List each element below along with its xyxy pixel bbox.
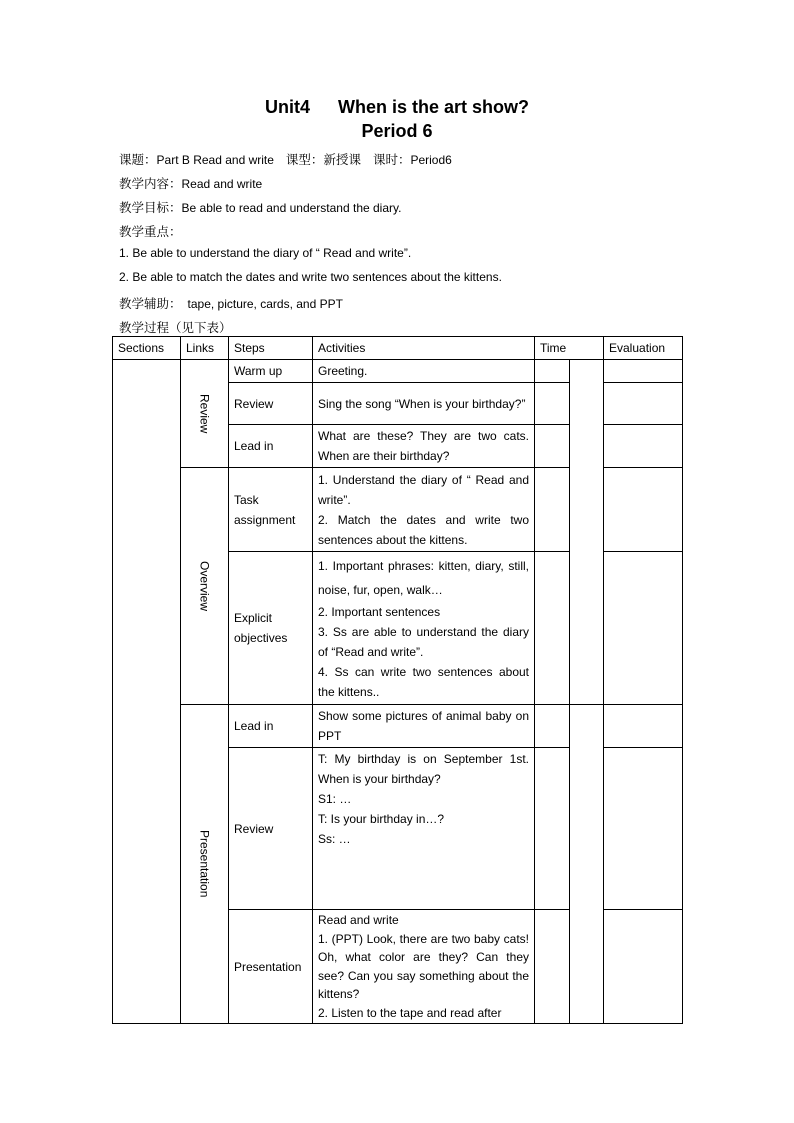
focus-item-1: 1. Be able to understand the diary of “ Read and write”.	[119, 246, 412, 260]
activity-cell: 1. Important phrases: kitten, diary, still, noise, fur, open, walk… 2. Important sentences 3. Ss are able to understand the diary of “Read and write”. 4. Ss can write two sentences about the kittens..	[313, 552, 535, 705]
header-links: Links	[181, 337, 229, 360]
step-cell: Review	[229, 383, 313, 425]
time-cell	[535, 383, 570, 425]
lesson-label: 课题：	[119, 152, 157, 167]
step-cell: Explicit objectives	[229, 552, 313, 705]
type-value: 新授课	[323, 152, 361, 167]
lesson-process-table	[112, 336, 683, 1024]
time-extra-cell	[570, 360, 604, 705]
focus-label-line	[119, 222, 182, 240]
link-presentation: Presentation	[181, 705, 229, 1024]
step-cell: Review	[229, 748, 313, 910]
time-extra-cell	[570, 705, 604, 1024]
unit-question: When is the art show?	[337, 97, 529, 117]
time-cell	[535, 360, 570, 383]
goal-line	[119, 198, 401, 216]
header-evaluation: Evaluation	[604, 337, 683, 360]
content-line	[119, 174, 262, 192]
period-title: Period 6	[361, 121, 433, 141]
aids-line	[119, 294, 343, 312]
sections-cell	[113, 360, 181, 1024]
goal-value: Be able to read and understand the diary.	[181, 201, 402, 215]
unit-label: Unit4	[264, 97, 310, 117]
step-cell: Lead in	[229, 425, 313, 468]
evaluation-cell	[604, 425, 683, 468]
step-cell: Lead in	[229, 705, 313, 748]
evaluation-cell	[604, 748, 683, 910]
table-row	[113, 360, 683, 383]
content-value: Read and write	[181, 177, 263, 191]
time-cell	[535, 552, 570, 705]
content-label: 教学内容：	[119, 176, 182, 191]
hours-value: Period6	[410, 153, 452, 167]
evaluation-cell	[604, 360, 683, 383]
evaluation-cell	[604, 705, 683, 748]
process-label: 教学过程（见下表）	[119, 320, 232, 335]
step-cell: Task assignment	[229, 468, 313, 552]
type-label: 课型：	[285, 152, 324, 167]
goal-label: 教学目标：	[119, 200, 182, 215]
evaluation-cell	[604, 552, 683, 705]
activity-cell: Sing the song “When is your birthday?”	[313, 383, 535, 425]
page-title	[0, 97, 794, 118]
focus-label: 教学重点：	[119, 224, 182, 239]
focus-item-2: 2. Be able to match the dates and write two sentences about the kittens.	[119, 270, 502, 284]
time-cell	[535, 425, 570, 468]
aids-label: 教学辅助：	[119, 296, 182, 311]
evaluation-cell	[604, 468, 683, 552]
header-time: Time	[535, 337, 604, 360]
evaluation-cell	[604, 910, 683, 1024]
activity-cell: What are these? They are two cats. When are their birthday?	[313, 425, 535, 468]
link-overview: Overview	[181, 468, 229, 705]
hours-label: 课时：	[372, 152, 411, 167]
link-review: Review	[181, 360, 229, 468]
table-row	[113, 705, 683, 748]
step-cell: Presentation	[229, 910, 313, 1024]
activity-cell: Read and write 1. (PPT) Look, there are two baby cats! Oh, what color are they? Can they see? Can you say something about the kittens? 2. Listen to the tape and read after	[313, 910, 535, 1024]
lesson-line	[119, 150, 452, 168]
activity-cell: 1. Understand the diary of “ Read and write”. 2. Match the dates and write two sentences about the kittens.	[313, 468, 535, 552]
evaluation-cell	[604, 383, 683, 425]
header-steps: Steps	[229, 337, 313, 360]
time-cell	[535, 468, 570, 552]
step-cell: Warm up	[229, 360, 313, 383]
header-activities: Activities	[313, 337, 535, 360]
activity-cell: Greeting.	[313, 360, 535, 383]
header-sections: Sections	[113, 337, 181, 360]
aids-value: tape, picture, cards, and PPT	[187, 297, 343, 311]
activity-cell: T: My birthday is on September 1st. When is your birthday? S1: … T: Is your birthday in…? Ss: …	[313, 748, 535, 910]
time-cell	[535, 748, 570, 910]
lesson-value: Part B Read and write	[156, 153, 274, 167]
table-header-row	[113, 337, 683, 360]
time-cell	[535, 705, 570, 748]
process-line	[119, 318, 232, 336]
time-cell	[535, 910, 570, 1024]
activity-cell: Show some pictures of animal baby on PPT	[313, 705, 535, 748]
